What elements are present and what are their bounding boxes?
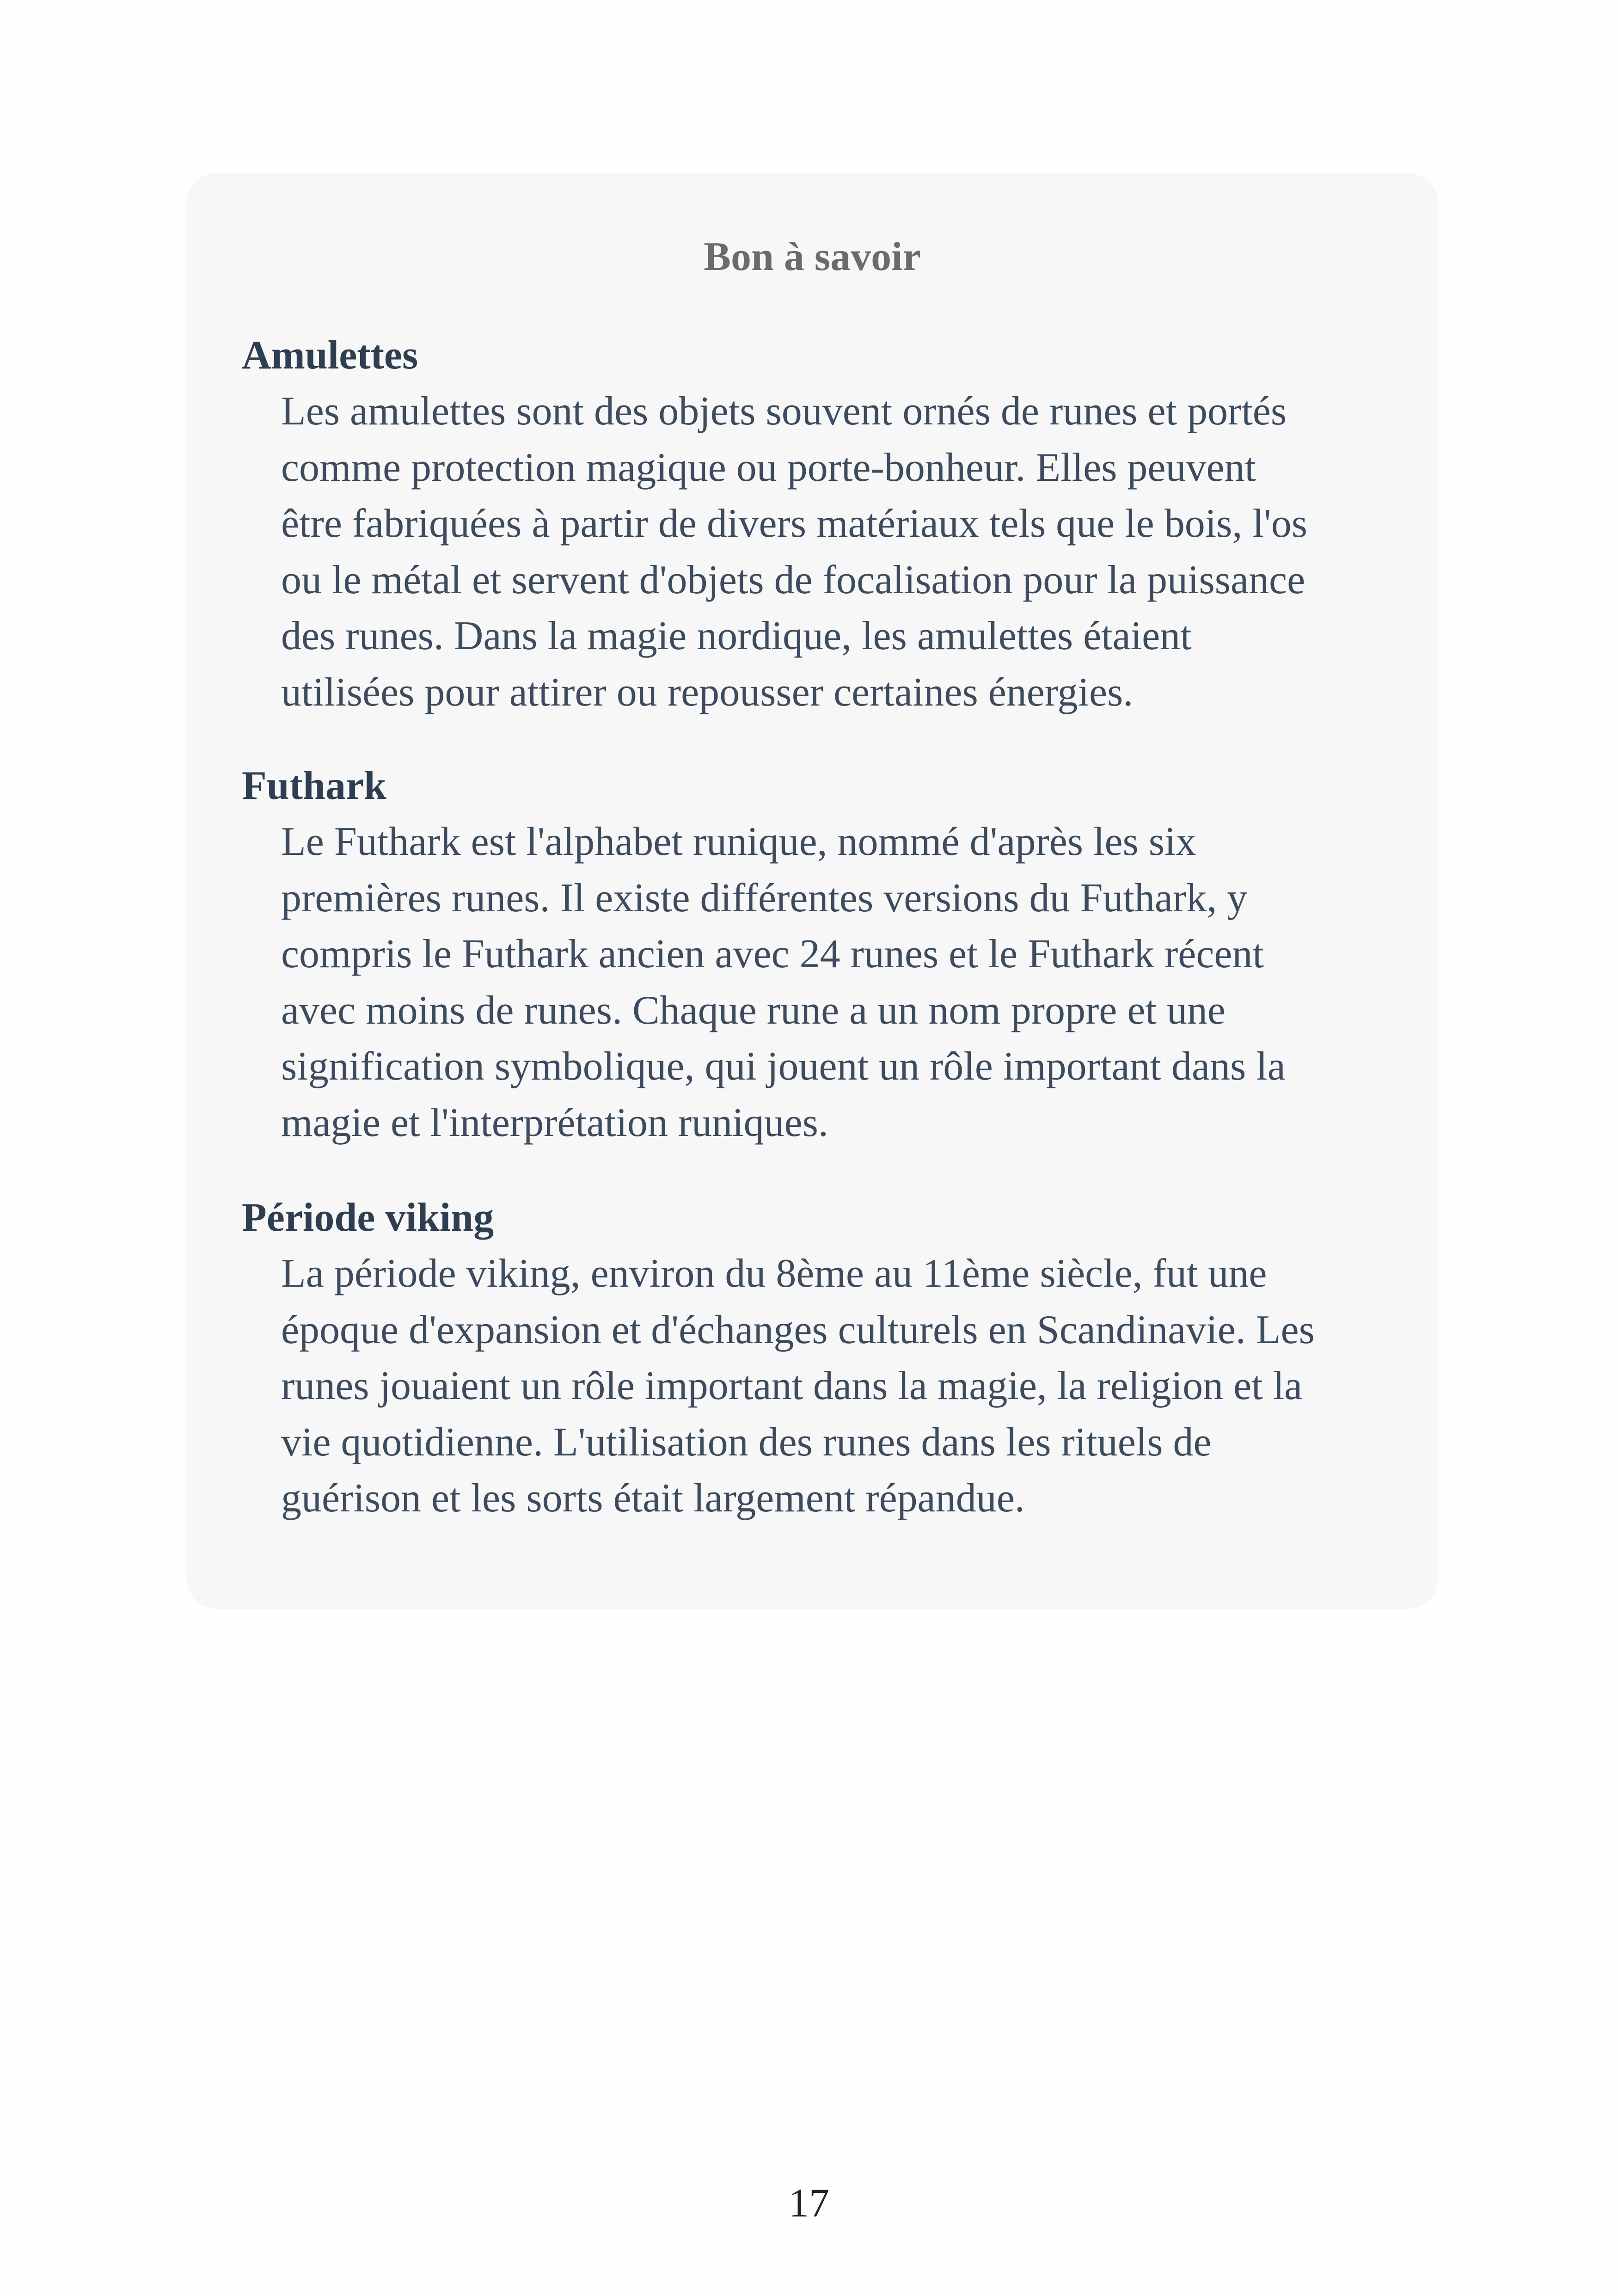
definition-line: signification symbolique, qui jouent un rôle important dans la [281,1044,1286,1089]
definition-line: La période viking, environ du 8ème au 11ème siècle, fut une [281,1251,1267,1296]
definition-line: être fabriquées à partir de divers matériaux tels que le bois, l'os [281,501,1307,546]
entry-definition [242,814,1411,1151]
entry-term: Période viking [242,1195,494,1240]
entry-term: Futhark [242,763,386,808]
entry-term: Amulettes [242,333,418,378]
definition-line: runes jouaient un rôle important dans la magie, la religion et la [281,1363,1303,1408]
glossary-entry-futhark [242,758,1411,1151]
page-number: 17 [789,2181,829,2226]
definition-line: des runes. Dans la magie nordique, les amulettes étaient [281,614,1192,658]
definition-line: premières runes. Il existe différentes versions du Futhark, y [281,875,1248,921]
definition-line: époque d'expansion et d'échanges culturels en Scandinavie. Les [281,1307,1315,1352]
glossary-entry-amulettes [242,328,1411,720]
info-box-title: Bon à savoir [704,234,921,279]
definition-line: Les amulettes sont des objets souvent ornés de runes et portés [281,389,1287,434]
entry-definition [242,383,1411,720]
glossary-entry-periode-viking [242,1190,1411,1527]
definition-line: magie et l'interprétation runiques. [281,1100,828,1145]
entry-definition [242,1246,1411,1527]
info-box [186,173,1438,1609]
definition-line: compris le Futhark ancien avec 24 runes et le Futhark récent [281,932,1264,976]
definition-line: comme protection magique ou porte-bonheur. Elles peuvent [281,445,1256,490]
definition-line: ou le métal et servent d'objets de focalisation pour la puissance [281,557,1305,602]
definition-line: guérison et les sorts était largement répandue. [281,1476,1025,1521]
definition-line: avec moins de runes. Chaque rune a un nom propre et une [281,988,1226,1033]
definition-line: Le Futhark est l'alphabet runique, nommé d'après les six [281,819,1196,864]
definition-line: vie quotidienne. L'utilisation des runes dans les rituels de [281,1419,1212,1465]
definition-line: utilisées pour attirer ou repousser certaines énergies. [281,669,1134,715]
